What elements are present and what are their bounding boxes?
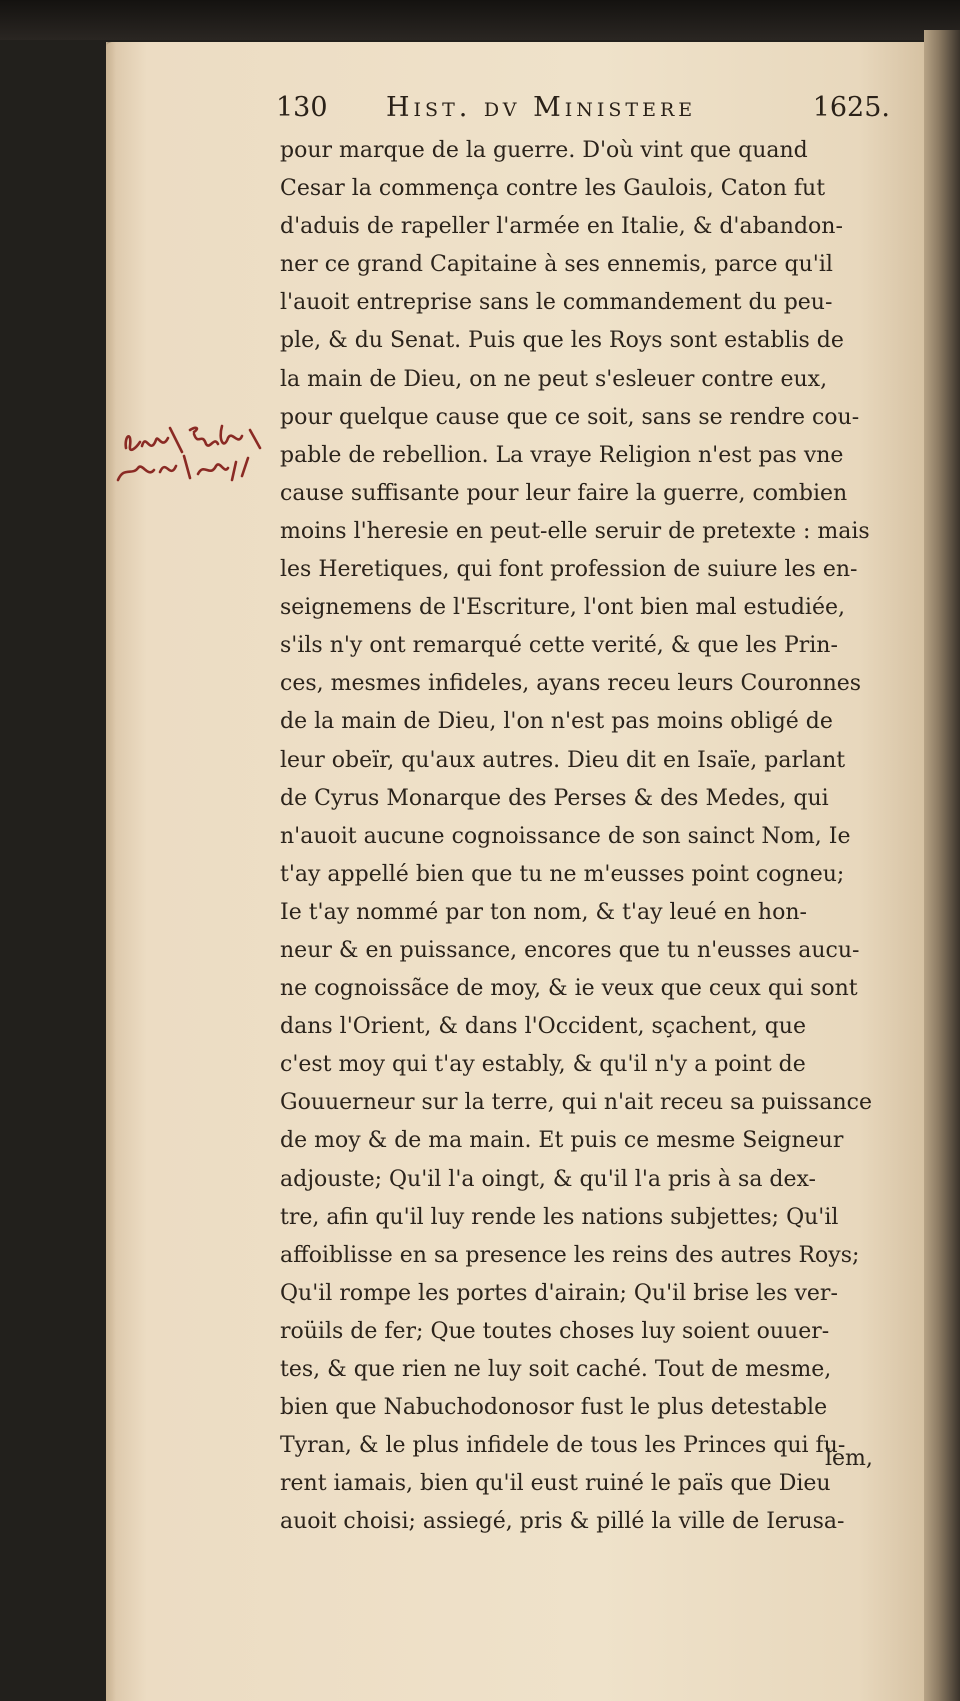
text-line: bien que Nabuchodonosor fust le plus detestable	[280, 1395, 828, 1421]
text-line: Qu'il rompe les portes d'airain; Qu'il brise les ver-	[280, 1280, 838, 1306]
text-line: dans l'Orient, & dans l'Occident, sçachent, que	[280, 1014, 806, 1040]
text-line: Cesar la commença contre les Gaulois, Caton fut	[280, 176, 826, 202]
text-line: de Cyrus Monarque des Perses & des Medes, qui	[280, 785, 829, 811]
text-line: n'auoit aucune cognoissance de son sainct Nom, Ie	[280, 823, 851, 849]
text-line: tes, & que rien ne luy soit caché. Tout de mesme,	[280, 1357, 832, 1382]
text-line: d'aduis de rapeller l'armée en Italie, & d'abandon-	[280, 214, 843, 240]
handwritten-margin-note-icon	[110, 418, 280, 498]
text-line: c'est moy qui t'ay estably, & qu'il n'y a point de	[280, 1052, 806, 1078]
catchword: lem,	[825, 1446, 873, 1471]
page-edge	[924, 30, 960, 1701]
scanner-background	[0, 0, 960, 40]
page-shadow	[106, 42, 116, 1701]
text-line: s'ils n'y ont remarqué cette verité, & que les Prin-	[280, 633, 838, 659]
text-line: ner ce grand Capitaine à ses ennemis, parce qu'il	[280, 252, 833, 278]
text-line: roüils de fer; Que toutes choses luy soient ouuer-	[280, 1318, 830, 1344]
text-line: affoiblisse en sa presence les reins des autres Roys;	[280, 1242, 860, 1268]
text-line: moins l'heresie en peut-elle seruir de pretexte : mais	[280, 518, 870, 544]
text-line: t'ay appellé bien que tu ne m'eusses point cogneu;	[280, 861, 845, 887]
body-text	[280, 132, 890, 1541]
text-line: leur obeïr, qu'aux autres. Dieu dit en Isaïe, parlant	[280, 747, 846, 773]
text-line: pour marque de la guerre. D'où vint que quand	[280, 138, 808, 163]
header-year: 1625.	[812, 92, 890, 123]
text-line: la main de Dieu, on ne peut s'esleuer contre eux,	[280, 366, 828, 392]
text-line: cause suffisante pour leur faire la guerre, combien	[280, 480, 848, 506]
text-line: pable de rebellion. La vraye Religion n'est pas vne	[280, 442, 844, 468]
text-line: Gouuerneur sur la terre, qui n'ait receu sa puissance	[280, 1090, 872, 1116]
page-number: 130	[276, 92, 328, 123]
text-line: l'auoit entreprise sans le commandement du peu-	[280, 290, 833, 316]
page-header	[276, 92, 890, 132]
text-line: adjouste; Qu'il l'a oingt, & qu'il l'a pris à sa dex-	[280, 1166, 816, 1192]
text-line: pour quelque cause que ce soit, sans se rendre cou-	[280, 404, 860, 430]
text-line: de la main de Dieu, l'on n'est pas moins obligé de	[280, 709, 833, 735]
text-line: ple, & du Senat. Puis que les Roys sont establis de	[280, 328, 844, 354]
text-line: ne cognoissãce de moy, & ie veux que ceux qui sont	[280, 976, 858, 1002]
text-line: de moy & de ma main. Et puis ce mesme Seigneur	[280, 1128, 844, 1154]
text-line: Ie t'ay nommé par ton nom, & t'ay leué en hon-	[280, 899, 807, 925]
text-line: ces, mesmes infideles, ayans receu leurs Couronnes	[280, 671, 862, 697]
text-line: Tyran, & le plus infidele de tous les Princes qui fu-	[280, 1433, 846, 1459]
text-line: tre, afin qu'il luy rende les nations subjettes; Qu'il	[280, 1204, 839, 1230]
text-line: auoit choisi; assiegé, pris & pillé la ville de Ierusa-	[280, 1509, 845, 1535]
text-line: seignemens de l'Escriture, l'ont bien mal estudiée,	[280, 595, 845, 621]
text-line: rent iamais, bien qu'il eust ruiné le païs que Dieu	[280, 1471, 831, 1497]
text-line: neur & en puissance, encores que tu n'eusses aucu-	[280, 937, 860, 963]
text-line: les Heretiques, qui font profession de suiure les en-	[280, 557, 858, 583]
running-title: Hist. dv Ministere	[386, 92, 697, 123]
